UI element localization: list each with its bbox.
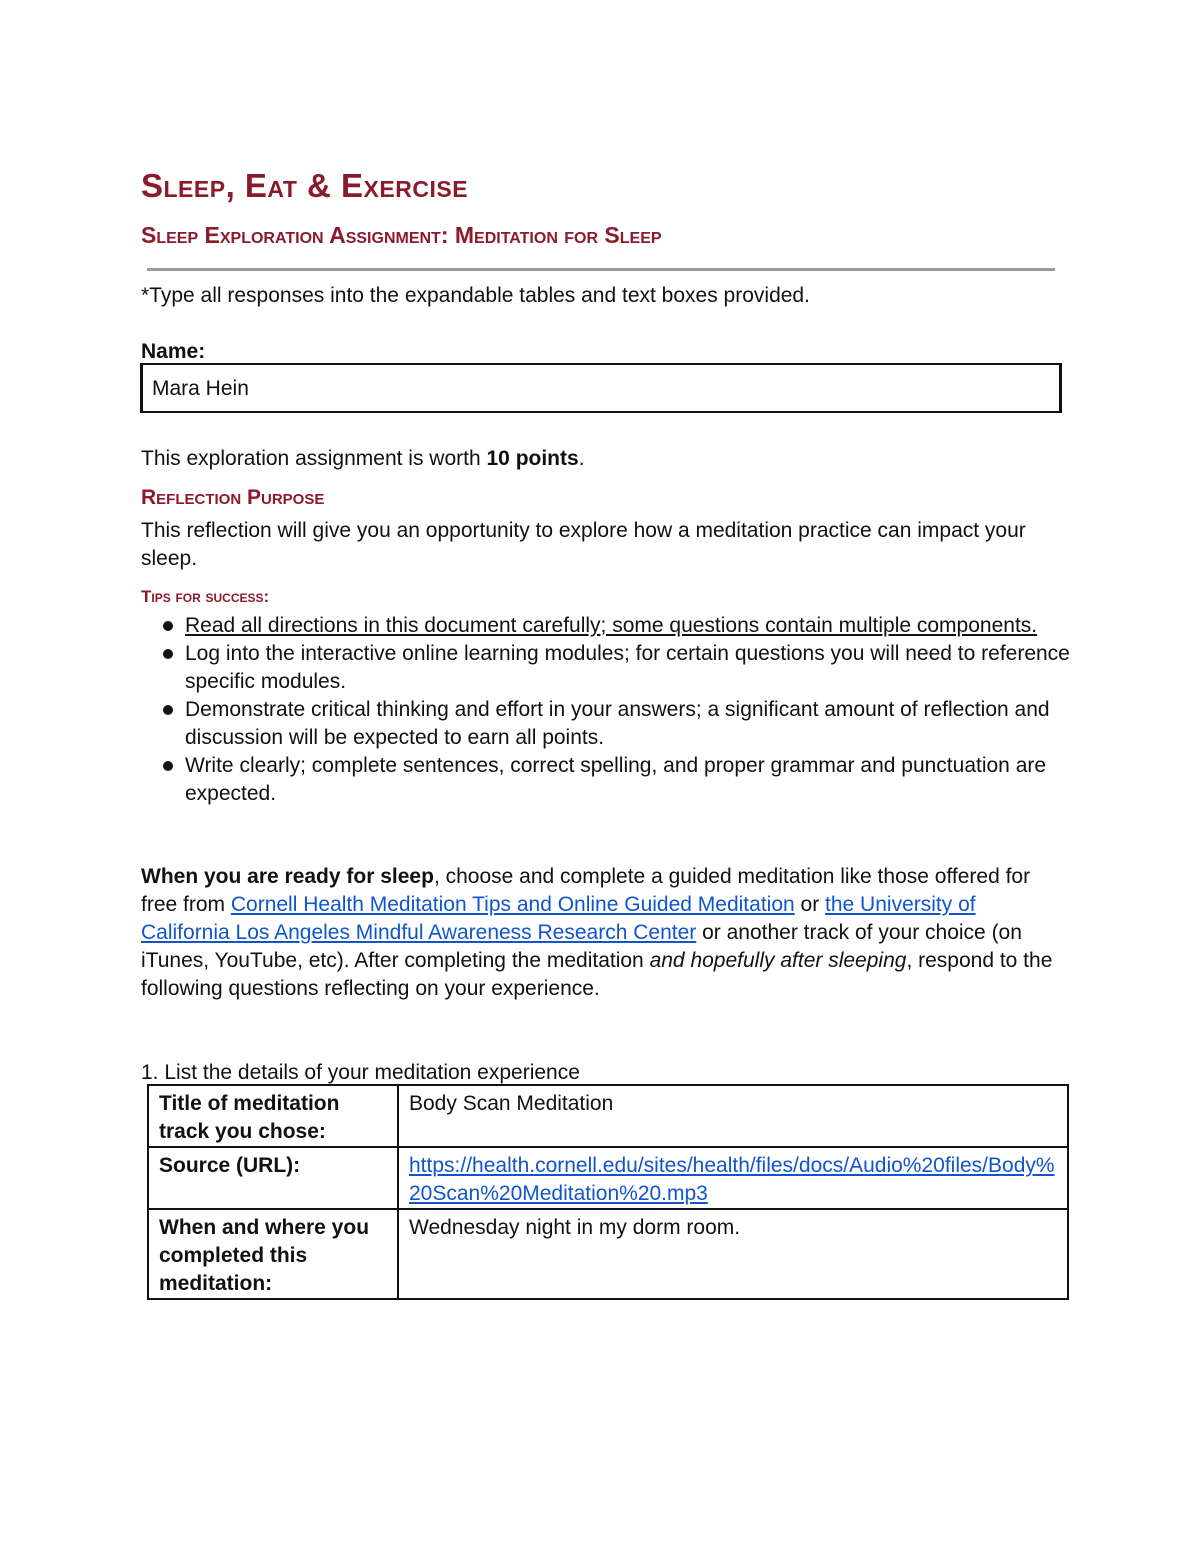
cornell-health-link[interactable]: Cornell Health Meditation Tips and Online Guided Meditation — [230, 893, 795, 916]
source-url-cell[interactable] — [398, 1147, 1068, 1209]
page-subtitle: Sleep Exploration Assignment: Meditation for Sleep — [141, 222, 662, 248]
row-label: Title of meditation track you chose: — [148, 1085, 398, 1147]
ready-text-2: or — [794, 893, 826, 916]
tip-item — [141, 640, 1071, 696]
name-value[interactable]: Mara Hein — [152, 377, 249, 400]
meditation-instructions — [141, 863, 1061, 1003]
points-suffix: . — [578, 447, 585, 470]
table-row — [148, 1209, 1068, 1299]
source-url-link[interactable]: https://health.cornell.edu/sites/health/files/docs/Audio%20files/Body%20Scan%20Meditation%20.mp3 — [409, 1154, 1055, 1205]
name-label: Name: — [141, 340, 206, 363]
points-value: 10 points — [486, 447, 579, 470]
table-row — [148, 1147, 1068, 1209]
ready-text-4: , respond to the following questions reflecting on your experience. — [141, 949, 1053, 1000]
bullet-icon — [163, 705, 173, 715]
bullet-icon — [163, 621, 173, 631]
ready-text-3: or another track of your choice (on iTunes, YouTube, etc). After completing the meditation — [141, 921, 1022, 972]
bullet-icon — [163, 761, 173, 771]
meditation-details-table — [147, 1084, 1069, 1300]
tips-heading: Tips for success: — [141, 587, 270, 606]
table-row — [148, 1085, 1068, 1147]
tip-item — [141, 752, 1071, 808]
tip-text: Demonstrate critical thinking and effort in your answers; a significant amount of reflection and discussion will be expected to earn all points. — [185, 698, 1050, 749]
ready-text-1: , choose and complete a guided meditation like those offered for free from — [141, 865, 1031, 916]
points-statement — [141, 445, 585, 473]
points-prefix: This exploration assignment is worth — [141, 447, 487, 470]
when-where-cell[interactable]: Wednesday night in my dorm room. — [398, 1209, 1068, 1299]
page-title: Sleep, Eat & Exercise — [141, 167, 469, 204]
horizontal-divider — [147, 268, 1055, 271]
reflection-text: This reflection will give you an opportunity to explore how a meditation practice can impact your sleep. — [141, 519, 1026, 570]
tips-list — [141, 612, 1071, 808]
reflection-heading: Reflection Purpose — [141, 486, 325, 509]
name-field[interactable] — [140, 363, 1062, 413]
instruction-text: *Type all responses into the expandable tables and text boxes provided. — [141, 284, 810, 307]
tip-item — [141, 612, 1071, 640]
tip-text: Write clearly; complete sentences, correct spelling, and proper grammar and punctuation are expected. — [185, 754, 1047, 805]
tip-text: Log into the interactive online learning modules; for certain questions you will need to reference specific modules. — [185, 642, 1070, 693]
track-title-cell[interactable]: Body Scan Meditation — [398, 1085, 1068, 1147]
row-label: Source (URL): — [148, 1147, 398, 1209]
bullet-icon — [163, 649, 173, 659]
question-1-prompt: 1. List the details of your meditation experience — [141, 1061, 580, 1084]
ready-lead: When you are ready for sleep — [141, 865, 434, 888]
row-label: When and where you completed this meditation: — [148, 1209, 398, 1299]
ucla-marc-link[interactable]: the University of California Los Angeles Mindful Awareness Research Center — [141, 893, 976, 944]
ready-italic: and hopefully after sleeping — [649, 949, 907, 972]
tip-item — [141, 696, 1071, 752]
tip-text: Read all directions in this document carefully; some questions contain multiple components. — [185, 614, 1038, 637]
